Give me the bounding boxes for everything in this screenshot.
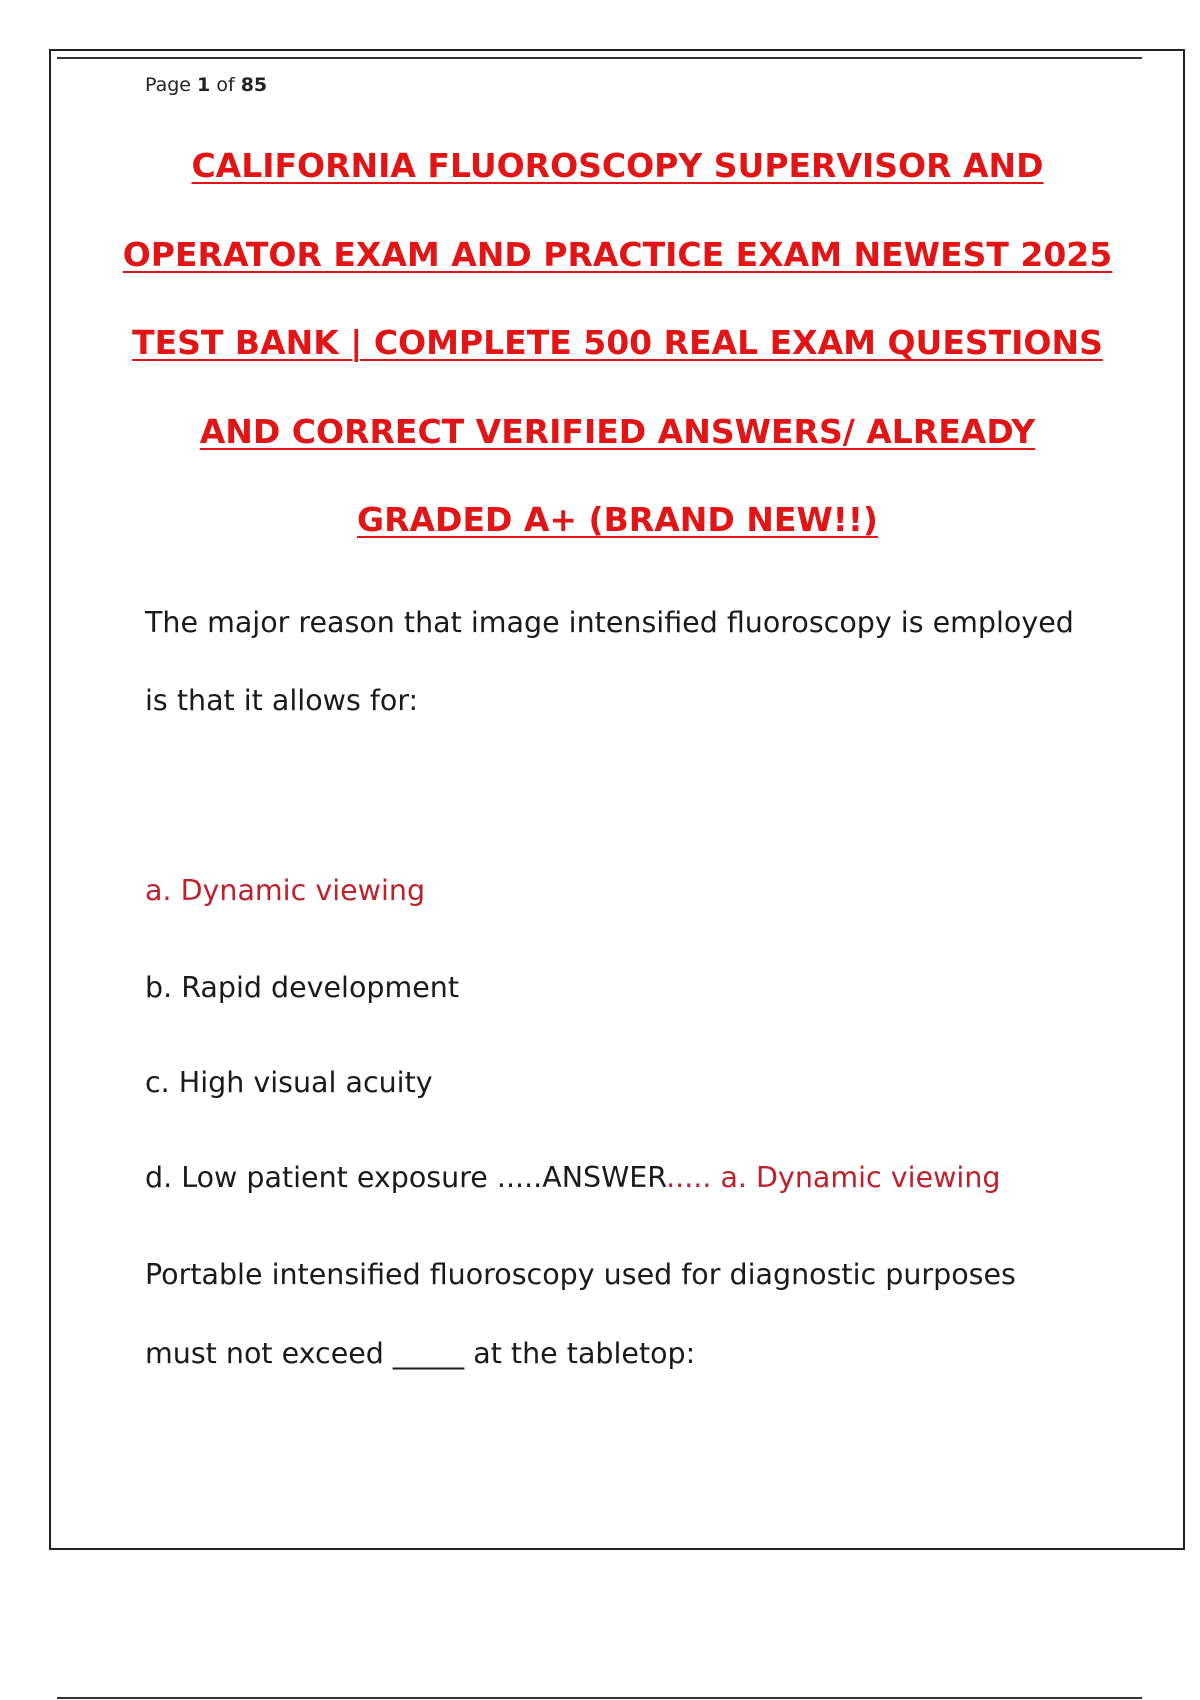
title-line-1: CALIFORNIA FLUOROSCOPY SUPERVISOR AND — [191, 146, 1044, 185]
document-title — [120, 140, 1115, 583]
top-rule — [57, 57, 1142, 59]
option-d-with-answer — [145, 1158, 1001, 1198]
page-current: 1 — [197, 74, 211, 96]
page-number — [145, 74, 267, 96]
bottom-rule — [57, 1697, 1142, 1699]
answer-label: ANSWER — [542, 1161, 667, 1194]
page-of-label: of — [216, 74, 235, 96]
option-a: a. Dynamic viewing — [145, 874, 426, 907]
option-c: c. High visual acuity — [145, 1066, 433, 1099]
answer-text: a. Dynamic viewing — [720, 1161, 1001, 1194]
title-line-2: OPERATOR EXAM AND PRACTICE EXAM NEWEST 2025 — [122, 234, 1113, 274]
answer-dots: ..... — [666, 1161, 712, 1194]
question-2-line-1: Portable intensified fluoroscopy used for diagnostic purposes — [145, 1258, 1016, 1291]
title-line-3: TEST BANK | COMPLETE 500 REAL EXAM QUESTIONS — [132, 323, 1103, 362]
question-1-line-2: is that it allows for: — [145, 684, 419, 717]
title-line-4: AND CORRECT VERIFIED ANSWERS/ ALREADY — [199, 411, 1036, 451]
title-line-5: GRADED A+ (BRAND NEW!!) — [357, 500, 878, 539]
option-d: d. Low patient exposure ..... — [145, 1161, 543, 1194]
option-b: b. Rapid development — [145, 971, 460, 1004]
page-total: 85 — [240, 74, 268, 96]
page-label: Page — [145, 74, 191, 96]
question-1-line-1: The major reason that image intensified fluoroscopy is employed — [145, 606, 1074, 639]
question-2-line-2: must not exceed _____ at the tabletop: — [145, 1337, 696, 1370]
